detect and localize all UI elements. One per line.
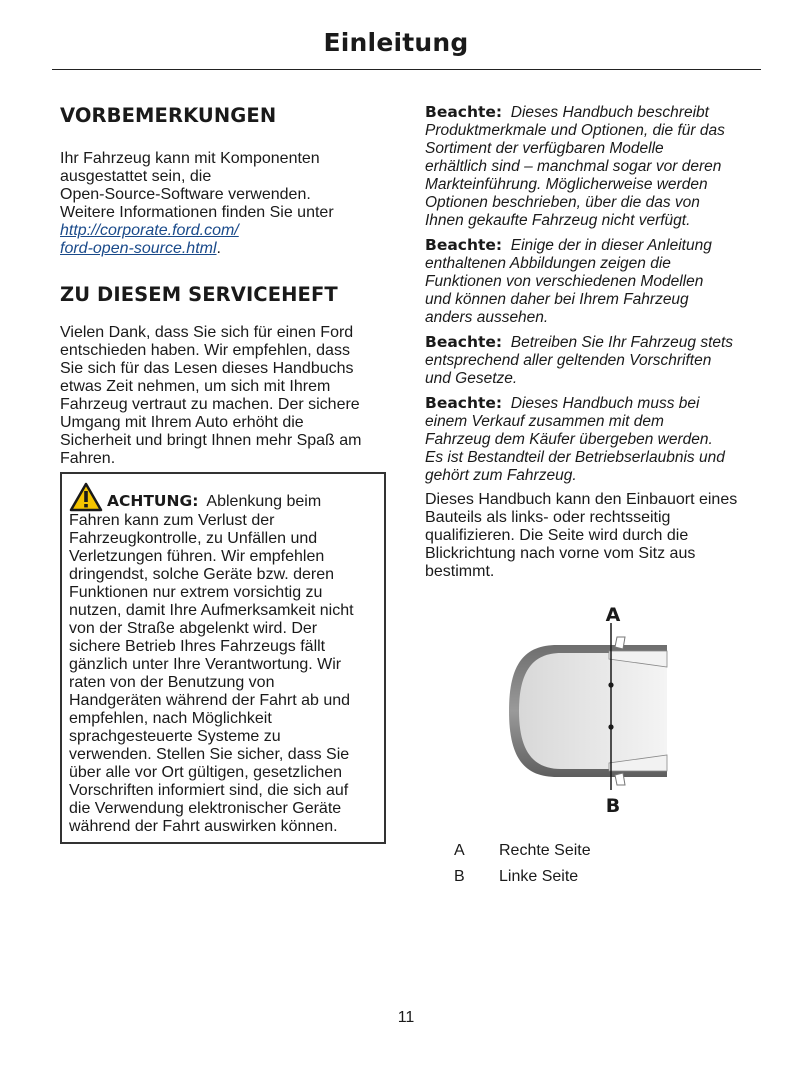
legend-value: Linke Seite bbox=[499, 868, 579, 885]
text-line: gänzlich unter Ihre Verantwortung. Wir bbox=[69, 656, 342, 673]
text-line: bestimmt. bbox=[425, 563, 495, 580]
text-line: Fahrzeug dem Käufer übergeben werden. bbox=[425, 431, 713, 448]
text-line: Handgeräten während der Fahrt ab und bbox=[69, 692, 351, 709]
legend-row bbox=[452, 868, 702, 894]
text-line: Sicherheit und bringt Ihnen mehr Spaß am bbox=[60, 432, 362, 449]
text-line: sichere Betrieb Ihres Fahrzeugs fällt bbox=[69, 638, 326, 655]
text-line: verwenden. Stellen Sie sicher, dass Sie bbox=[69, 746, 350, 763]
text-line: ausgestattet sein, die bbox=[60, 168, 212, 185]
legend-key: B bbox=[454, 868, 465, 885]
note-label: Beachte: bbox=[425, 394, 503, 412]
note-3 bbox=[425, 333, 765, 388]
text-line: Optionen beschrieben, über die das von bbox=[425, 194, 700, 211]
text-line: anders aussehen. bbox=[425, 309, 549, 326]
legend-key: A bbox=[454, 842, 465, 859]
text-line: sprachgesteuerte Systeme zu bbox=[69, 728, 281, 745]
text-line: etwas Zeit nehmen, um sich mit Ihrem bbox=[60, 378, 331, 395]
text-line: gehört zum Fahrzeug. bbox=[425, 467, 577, 484]
text-line: Fahren kann zum Verlust der bbox=[69, 512, 275, 529]
note-label: Beachte: bbox=[425, 333, 503, 351]
text-line: raten von der Benutzung von bbox=[69, 674, 275, 691]
warning-triangle-icon bbox=[69, 482, 103, 512]
text-line: Ihnen gekaufte Fahrzeug nicht verfügt. bbox=[425, 212, 691, 229]
page-title: Einleitung bbox=[323, 28, 469, 57]
text-line: Umgang mit Ihrem Auto erhöht die bbox=[60, 414, 304, 431]
text-line: empfehlen, nach Möglichkeit bbox=[69, 710, 272, 727]
warning-box bbox=[60, 472, 386, 844]
text-line: Sie sich für das Lesen dieses Handbuchs bbox=[60, 360, 354, 377]
serviceheft-paragraph bbox=[60, 324, 392, 468]
text-line: Fahrzeug vertraut zu machen. Der sichere bbox=[60, 396, 360, 413]
text-line: während der Fahrt auswirken können. bbox=[69, 818, 338, 835]
text-line: und Gesetze. bbox=[425, 370, 518, 387]
text-line: Es ist Bestandteil der Betriebserlaubnis und bbox=[425, 449, 725, 466]
note-4 bbox=[425, 394, 765, 485]
point-b-marker bbox=[608, 724, 613, 729]
page-number: 11 bbox=[397, 1009, 415, 1026]
text-line: Produktmerkmale und Optionen, die für das bbox=[425, 122, 725, 139]
open-source-link-part1[interactable]: http://corporate.ford.com/ bbox=[60, 222, 239, 239]
text-line: Vielen Dank, dass Sie sich für einen Ford bbox=[60, 324, 354, 341]
text-line: entschieden haben. Wir empfehlen, dass bbox=[60, 342, 350, 359]
point-a-marker bbox=[608, 682, 613, 687]
link-suffix: . bbox=[216, 240, 221, 257]
car-top-view-icon bbox=[509, 637, 667, 785]
text-line: Einige der in dieser Anleitung bbox=[510, 237, 712, 254]
text-line: Funktionen nur extrem vorsichtig zu bbox=[69, 584, 323, 601]
text-line: Dieses Handbuch beschreibt bbox=[510, 104, 709, 121]
note-1 bbox=[425, 103, 765, 230]
text-line: und können daher bei Ihrem Fahrzeug bbox=[425, 291, 689, 308]
text-line: über alle vor Ort gültigen, gesetzlichen bbox=[69, 764, 343, 781]
section-heading-serviceheft: ZU DIESEM SERVICEHEFT bbox=[60, 283, 338, 306]
text-line: Funktionen von verschiedenen Modellen bbox=[425, 273, 704, 290]
text-line: Fahren. bbox=[60, 450, 116, 467]
text-line: erhältlich sind – manchmal sogar vor deren bbox=[425, 158, 722, 175]
open-source-link-part2[interactable]: ford-open-source.html bbox=[60, 240, 217, 257]
text-line: Blickrichtung nach vorne vom Sitz aus bbox=[425, 545, 696, 562]
vehicle-orientation-figure bbox=[497, 601, 672, 821]
text-line: Dieses Handbuch muss bei bbox=[510, 395, 700, 412]
figure-legend bbox=[452, 842, 702, 894]
vorbemerkungen-paragraph bbox=[60, 150, 392, 258]
figure-label-a: A bbox=[605, 604, 621, 626]
text-line: einem Verkauf zusammen mit dem bbox=[425, 413, 664, 430]
header-divider bbox=[52, 69, 761, 70]
legend-row bbox=[452, 842, 702, 868]
text-line: Ihr Fahrzeug kann mit Komponenten bbox=[60, 150, 320, 167]
text-line: Dieses Handbuch kann den Einbauort eines bbox=[425, 491, 738, 508]
text-line: Ablenkung beim bbox=[206, 493, 322, 510]
text-line: qualifizieren. Die Seite wird durch die bbox=[425, 527, 689, 544]
note-label: Beachte: bbox=[425, 236, 503, 254]
text-line: Weitere Informationen finden Sie unter bbox=[60, 204, 334, 221]
section-heading-vorbemerkungen: VORBEMERKUNGEN bbox=[60, 104, 277, 127]
text-line: nutzen, damit Ihre Aufmerksamkeit nicht bbox=[69, 602, 354, 619]
text-line: dringendst, solche Geräte bzw. deren bbox=[69, 566, 335, 583]
text-line: Fahrzeugkontrolle, zu Unfällen und bbox=[69, 530, 318, 547]
warning-text bbox=[69, 482, 378, 836]
note-label: Beachte: bbox=[425, 103, 503, 121]
warning-label: ACHTUNG: bbox=[107, 492, 199, 510]
figure-label-b: B bbox=[605, 795, 621, 817]
text-line: Sortiment der verfügbaren Modelle bbox=[425, 140, 664, 157]
text-line: Betreiben Sie Ihr Fahrzeug stets bbox=[510, 334, 734, 351]
right-column bbox=[425, 103, 765, 581]
text-line: von der Straße abgelenkt wird. Der bbox=[69, 620, 318, 637]
text-line: Verletzungen führen. Wir empfehlen bbox=[69, 548, 325, 565]
text-line: Markteinführung. Möglicherweise werden bbox=[425, 176, 708, 193]
text-line: Vorschriften informiert sind, die sich auf bbox=[69, 782, 349, 799]
text-line: Open-Source-Software verwenden. bbox=[60, 186, 311, 203]
text-line: enthaltenen Abbildungen zeigen die bbox=[425, 255, 671, 272]
text-line: die Verwendung elektronischer Geräte bbox=[69, 800, 342, 817]
text-line: Bauteils als links- oder rechtsseitig bbox=[425, 509, 671, 526]
note-2 bbox=[425, 236, 765, 327]
legend-value: Rechte Seite bbox=[499, 842, 591, 859]
einbauort-paragraph bbox=[425, 491, 765, 581]
left-column bbox=[60, 104, 392, 468]
text-line: entsprechend aller geltenden Vorschriften bbox=[425, 352, 712, 369]
